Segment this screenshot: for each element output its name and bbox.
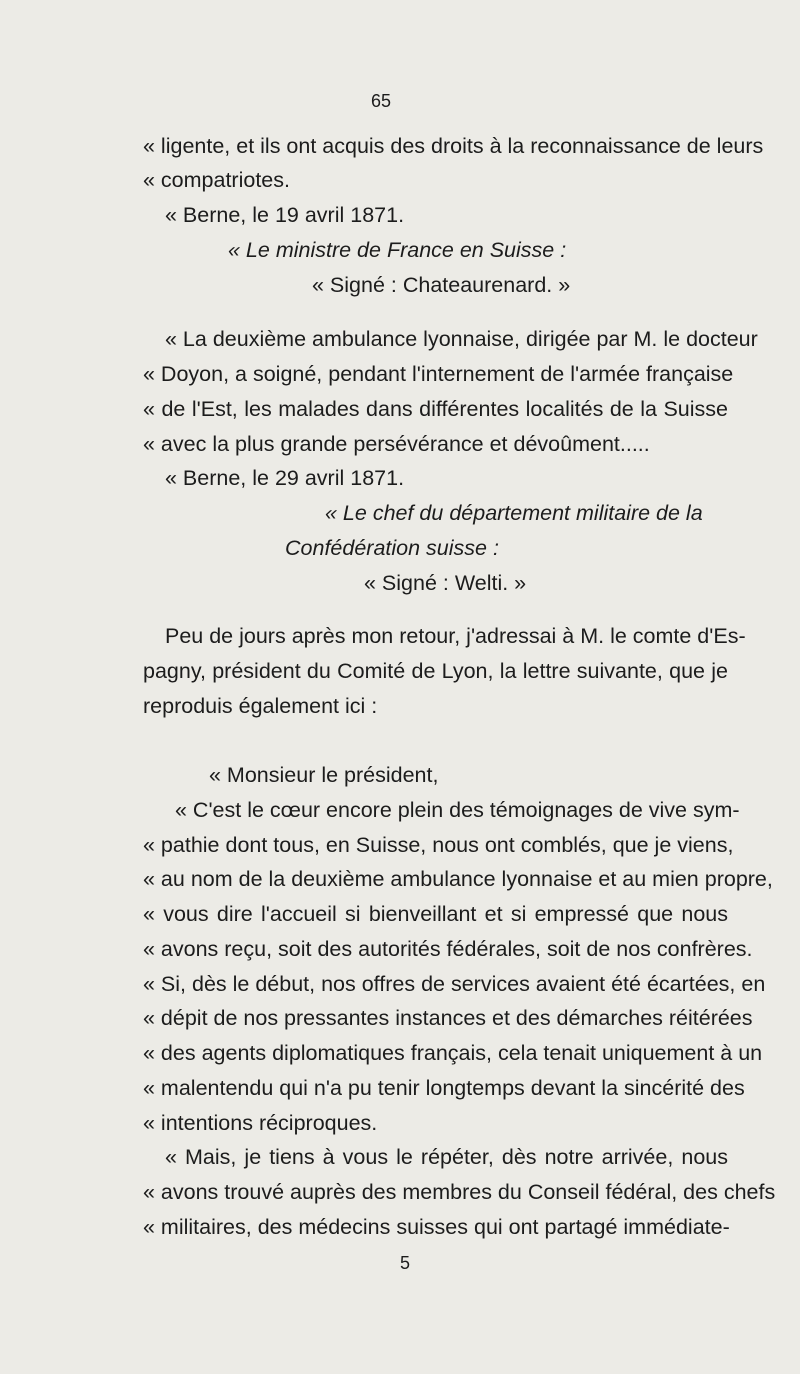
signature-line: « Signé : Welti. » bbox=[364, 571, 527, 595]
signature-mark: 5 bbox=[400, 1253, 411, 1273]
signature-line: « Signé : Chateaurenard. » bbox=[312, 273, 571, 297]
text-line: Confédération suisse : bbox=[285, 536, 499, 560]
text-line: pagny, président du Comité de Lyon, la lettre suivante, que je bbox=[143, 659, 728, 683]
text-line: « malentendu qui n'a pu tenir longtemps devant la sincérité des bbox=[143, 1076, 745, 1100]
text-line: « au nom de la deuxième ambulance lyonnaise et au mien propre, bbox=[143, 867, 773, 891]
text-line: « ligente, et ils ont acquis des droits à la reconnaissance de leurs bbox=[143, 134, 764, 158]
text-line: « intentions réciproques. bbox=[143, 1111, 378, 1135]
text-line: « Le chef du département militaire de la bbox=[325, 501, 703, 525]
text-line: « avons trouvé auprès des membres du Conseil fédéral, des chefs bbox=[143, 1180, 776, 1204]
text-line: « dépit de nos pressantes instances et des démarches réitérées bbox=[143, 1006, 753, 1030]
text-line: « Berne, le 19 avril 1871. bbox=[165, 203, 405, 227]
text-line: « Le ministre de France en Suisse : bbox=[228, 238, 567, 262]
text-line: « La deuxième ambulance lyonnaise, dirigée par M. le docteur bbox=[165, 327, 758, 351]
text-line: « C'est le cœur encore plein des témoignages de vive sym- bbox=[175, 798, 740, 822]
text-line: « Si, dès le début, nos offres de services avaient été écartées, en bbox=[143, 972, 766, 996]
text-line: « vous dire l'accueil si bienveillant et si empressé que nous bbox=[143, 902, 728, 926]
text-line: « compatriotes. bbox=[143, 168, 290, 192]
text-line: reproduis également ici : bbox=[143, 694, 378, 718]
text-line: « des agents diplomatiques français, cela tenait uniquement à un bbox=[143, 1041, 763, 1065]
text-line: « Doyon, a soigné, pendant l'internement de l'armée française bbox=[143, 362, 734, 386]
page-number: 65 bbox=[371, 91, 392, 111]
text-line: « militaires, des médecins suisses qui ont partagé immédiate- bbox=[143, 1215, 730, 1239]
text-line: « Monsieur le président, bbox=[209, 763, 439, 787]
text-line: Peu de jours après mon retour, j'adressai à M. le comte d'Es- bbox=[165, 624, 746, 648]
text-line: « Berne, le 29 avril 1871. bbox=[165, 466, 405, 490]
text-line: « Mais, je tiens à vous le répéter, dès notre arrivée, nous bbox=[165, 1145, 728, 1169]
text-line: « de l'Est, les malades dans différentes localités de la Suisse bbox=[143, 397, 728, 421]
text-line: « pathie dont tous, en Suisse, nous ont comblés, que je viens, bbox=[143, 833, 734, 857]
text-line: « avec la plus grande persévérance et dévoûment..... bbox=[143, 432, 650, 456]
text-line: « avons reçu, soit des autorités fédérales, soit de nos confrères. bbox=[143, 937, 753, 961]
